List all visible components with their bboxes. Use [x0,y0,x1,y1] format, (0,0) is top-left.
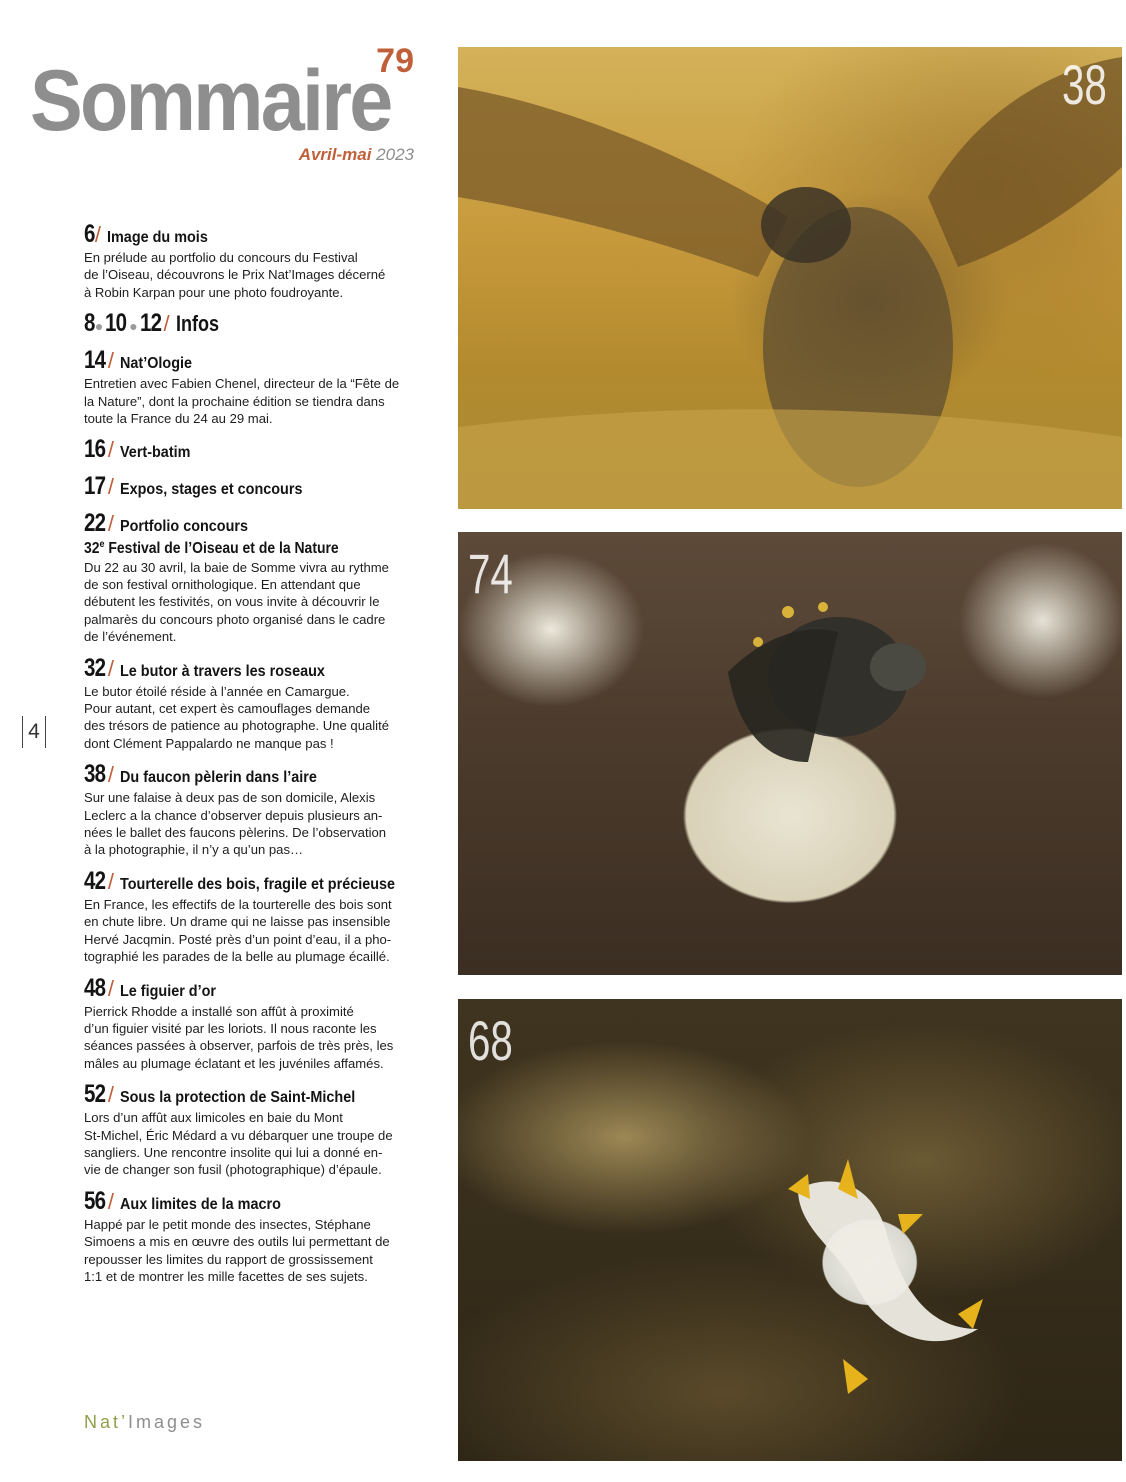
toc-page-number: 14 [84,346,106,375]
toc-separator: / [107,1188,114,1214]
toc-separator: / [107,1082,114,1108]
toc-page-number: 8 [84,309,95,338]
brand-part-2: Images [128,1412,206,1432]
toc-page-number: 42 [84,866,106,895]
toc-page-number: 56 [84,1186,106,1215]
toc-title: Nat’Ologie [119,355,192,373]
toc-page-number: 12 [139,309,161,338]
toc-subtitle-text: Festival de l’Oiseau et de la Nature [104,540,339,558]
toc-entry-portfolio[interactable] [84,509,409,645]
toc-entry-figuier[interactable] [84,974,409,1073]
toc-subtitle [84,539,377,558]
issue-date [299,146,414,163]
toc-separator: / [163,311,170,337]
toc-page-number: 38 [84,760,106,789]
toc-entry-infos[interactable] [84,309,409,338]
toc-page-number: 16 [84,435,106,464]
toc-title: Expos, stages et concours [119,481,303,499]
bullet-dot: ● [129,318,138,335]
photo-nudibranch[interactable] [458,999,1122,1461]
toc-title: Du faucon pèlerin dans l’aire [119,769,317,787]
bullet-dot: ● [94,318,104,335]
masthead [30,40,420,170]
toc-subtitle-number: 32 [84,540,100,558]
toc-subtitle-sup: e [99,539,105,551]
toc-page-number: 32 [84,653,106,682]
toc-entry-faucon[interactable] [84,760,409,859]
toc-title: Portfolio concours [119,518,248,536]
toc-title: Vert-batim [119,444,191,462]
toc-page-number: 52 [84,1080,106,1109]
toc-description: Lors d’un affût aux limicoles en baie du Mont St-Michel, Éric Médard a vu débarquer une troupe de sangliers. Une rencontre insolite qui lui a donné en- vie de changer son fusil (photographique) d’épaule. [84,1110,393,1178]
toc-page-number: 10 [105,309,127,338]
toc-page-number: 6 [84,220,95,248]
toc-entry-expos[interactable] [84,472,409,501]
brand-part-1: Nat’ [84,1412,129,1432]
folio-page-number: 4 [22,716,46,748]
page-title: Sommaire [30,53,391,149]
toc-entry-tourterelle[interactable] [84,867,409,966]
issue-date-month: Avril-mai [298,145,372,164]
toc-description: Le butor étoilé réside à l’année en Camargue. Pour autant, cet expert ès camouflages demande des trésors de patience au photographe. Une qualité dont Clément Pappalardo ne manque pas ! [84,683,390,751]
toc-separator: / [107,975,114,1001]
toc-description: En France, les effectifs de la tourterelle des bois sont en chute libre. Un drame qui ne laisse pas insensible Hervé Jacqmin. Posté près d’un point d’eau, il a pho- tographié les parades de la belle au plumage écaillé. [84,896,392,965]
toc-page-number: 22 [84,509,106,538]
toc-title: Aux limites de la macro [119,1195,281,1213]
toc-entry-saint-michel[interactable] [84,1080,409,1179]
toc-title: Le butor à travers les roseaux [119,662,325,680]
toc-entry-macro[interactable] [84,1187,409,1286]
toc-page-number: 48 [84,973,106,1002]
photo-page-number: 74 [468,542,513,605]
toc-separator: / [107,474,114,500]
toc-separator: / [107,655,114,681]
brand-logo [84,1412,205,1433]
toc-description: Happé par le petit monde des insectes, Stéphane Simoens a mis en œuvre des outils lui permettant de repousser les limites du rapport de grossissement 1:1 et de montrer les mille facettes de ses sujets. [84,1216,390,1284]
toc-description: Du 22 au 30 avril, la baie de Somme vivra au rythme de son festival ornithologique. En attendant que débutent les festivités, on vous invite à découvrir le palmarès du concours photo organisé dans le cadre de l’événement. [84,559,389,645]
nudibranch-illustration [458,999,1122,1461]
issue-date-year: 2023 [376,145,414,164]
toc-entry-image-du-mois[interactable] [84,220,409,301]
toc-description: Pierrick Rhodde a installé son affût à proximité d’un figuier visité par les loriots. Il nous raconte les séances passées à observer, parfois de très près, les mâles au plumage éclatant et les juvéniles affamés. [84,1003,394,1071]
toc-separator: / [107,348,114,374]
toc-description: Sur une falaise à deux pas de son domicile, Alexis Leclerc a la chance d’observer depuis plusieurs an- nées le ballet des faucons pèlerins. De l’observation à la photographie, il n’y a qu’un pas… [84,790,387,858]
toc-title: Le figuier d’or [119,982,216,1000]
toc-title: Tourterelle des bois, fragile et précieuse [119,875,395,893]
photo-falcon[interactable] [458,47,1122,509]
toc-title: Image du mois [107,229,208,246]
toc-description: Entretien avec Fabien Chenel, directeur de la “Fête de la Nature”, dont la prochaine édition se tiendra dans toute la France du 24 au 29 mai. [84,376,400,427]
photo-page-number: 38 [1062,53,1107,116]
photo-tortoise[interactable] [458,532,1122,975]
table-of-contents [84,220,409,1293]
toc-entry-vert-batim[interactable] [84,435,409,464]
toc-separator: / [107,511,114,537]
toc-separator: / [107,762,114,788]
toc-separator: / [107,868,114,894]
tortoise-illustration [458,532,1122,975]
falcon-illustration [458,47,1122,509]
toc-title: Infos [175,311,219,337]
toc-separator: / [94,222,102,247]
toc-entry-natologie[interactable] [84,346,409,427]
toc-description: En prélude au portfolio du concours du Festival de l’Oiseau, découvrons le Prix Nat’Images décerné à Robin Karpan pour une photo foudroyante. [84,250,386,300]
toc-entry-butor[interactable] [84,654,409,753]
toc-separator: / [107,437,114,463]
toc-title: Sous la protection de Saint-Michel [119,1089,356,1107]
photo-page-number: 68 [468,1009,513,1072]
toc-page-number: 17 [84,472,106,501]
issue-number: 79 [376,42,414,80]
